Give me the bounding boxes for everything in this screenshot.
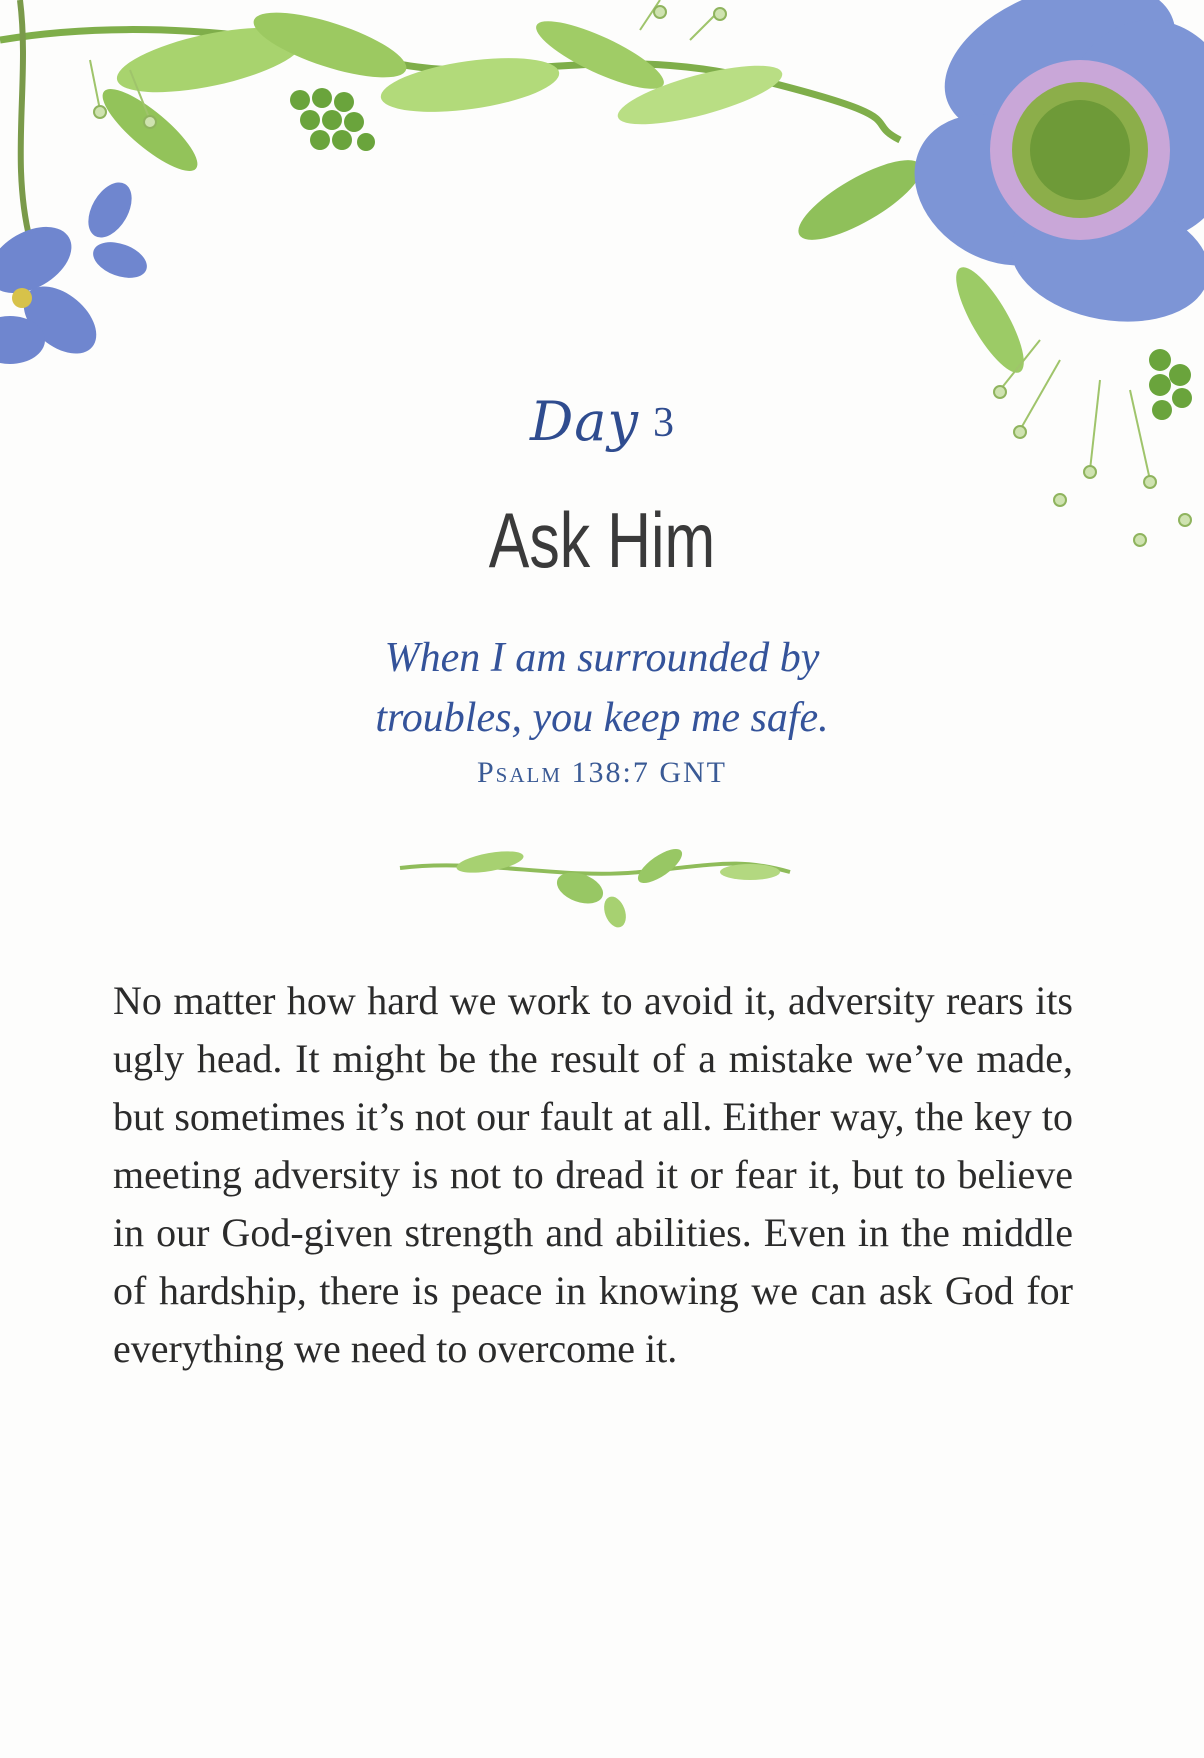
day-label: Day xyxy=(530,390,639,453)
leafy-vine-divider-icon xyxy=(400,843,790,931)
scripture-verse xyxy=(0,628,1204,748)
day-number: 3 xyxy=(653,400,674,446)
devotional-body: No matter how hard we work to avoid it, adversity rears its ugly head. It might be the result of a mistake we’ve made, but sometimes it’s not our fault at all. Either way, the key to meeting adversity is not to dread it or fear it, but to believe in our God-given strength and abilities. Even in the middle of hardship, there is peace in knowing we can ask God for everything we need to overcome it. xyxy=(113,978,1073,1371)
verse-line: troubles, you keep me safe. xyxy=(375,695,829,741)
day-heading xyxy=(0,390,1204,453)
page-title: Ask Him xyxy=(488,496,716,584)
scripture-reference: Psalm 138:7 GNT xyxy=(476,756,728,789)
verse-line: When I am surrounded by xyxy=(384,635,820,681)
